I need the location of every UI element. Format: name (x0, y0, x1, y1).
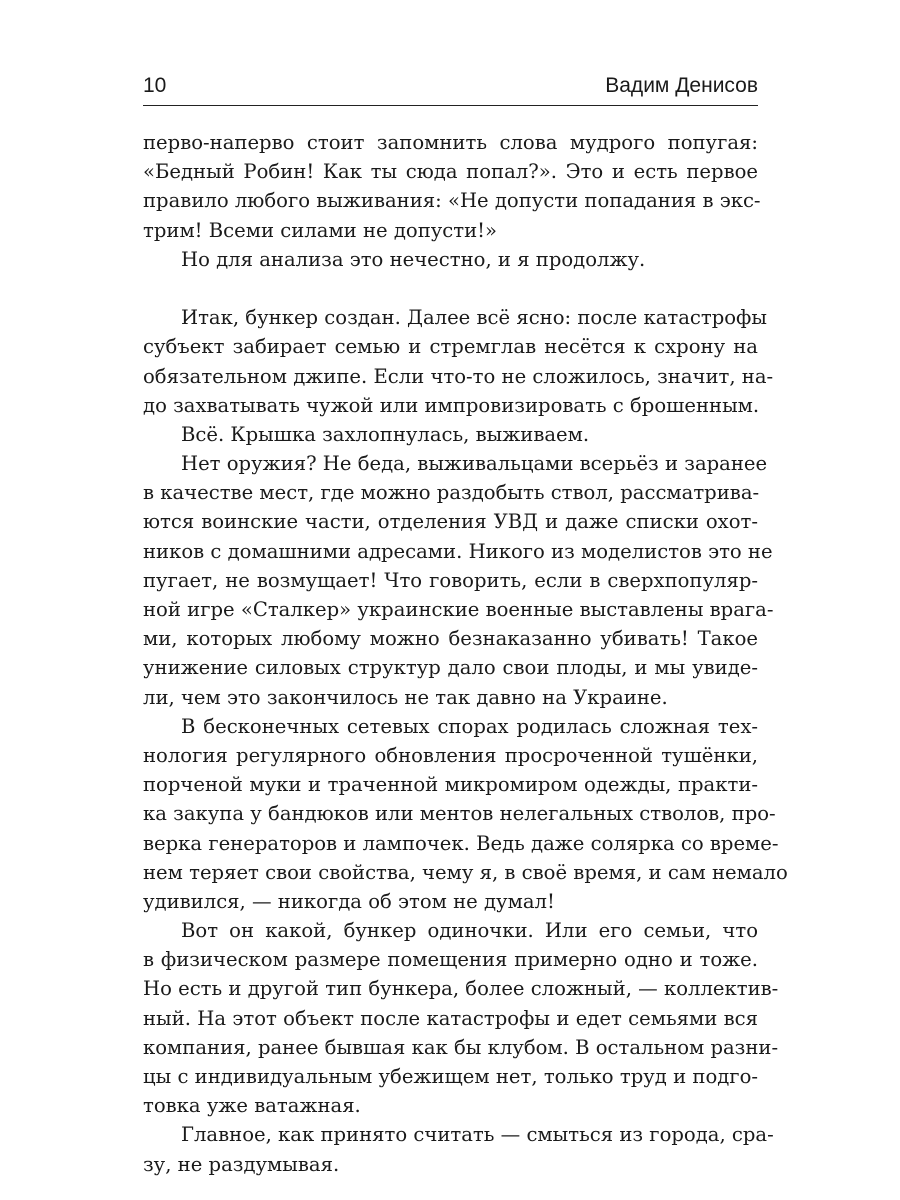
text-line: ются воинские части, отделения УВД и даже списки охот- (143, 510, 758, 534)
body-text (143, 128, 788, 1179)
text-line: ли, чем это закончилось не так давно на Украине. (143, 685, 668, 709)
text-line: пугает, не возмущает! Что говорить, если в сверхпопуляр- (143, 568, 758, 592)
paragraph (143, 128, 761, 245)
text-line: Но для анализа это нечестно, и я продолжу. (181, 247, 646, 271)
text-line: трим! Всеми силами не допусти!» (143, 218, 498, 242)
text-line: товка уже ватажная. (143, 1094, 361, 1118)
text-line: Нет оружия? Не беда, выживальцами всерьёз и заранее (181, 452, 768, 476)
text-line: нем теряет свои свойства, чему я, в своё время, и сам немало (143, 860, 788, 884)
paragraph (143, 420, 758, 449)
text-line: ный. На этот объект после катастрофы и едет семьями вся (143, 1006, 758, 1030)
text-line: унижение силовых структур дало свои плоды, и мы увиде- (143, 656, 758, 680)
paragraph (143, 303, 774, 420)
page-number: 10 (143, 74, 167, 97)
text-line: Итак, бункер создан. Далее всё ясно: после катастрофы (181, 306, 767, 330)
section-break (143, 274, 758, 303)
text-line: верка генераторов и лампочек. Ведь даже солярка со време- (143, 831, 779, 855)
page-header (143, 72, 758, 106)
text-line: цы с индивидуальным убежищем нет, только труд и подго- (143, 1065, 758, 1088)
paragraph (143, 245, 758, 274)
text-line: Но есть и другой тип бункера, более сложный, — коллектив- (143, 977, 779, 1001)
paragraph (143, 916, 779, 1120)
text-line: компания, ранее бывшая как бы клубом. В остальном разни- (143, 1035, 779, 1059)
header-rule (143, 105, 758, 106)
text-line: в физическом размере помещения примерно одно и тоже. (143, 948, 758, 972)
paragraph (143, 449, 774, 712)
text-line: в качестве мест, где можно раздобыть ствол, рассматрива- (143, 481, 760, 505)
text-line: ка закупа у бандюков или ментов нелегальных стволов, про- (143, 802, 776, 826)
text-line: перво-наперво стоит запомнить слова мудрого попугая: (143, 131, 758, 154)
running-head-author: Вадим Денисов (605, 74, 758, 97)
text-line: ников с домашними адресами. Никого из моделистов это не (143, 539, 773, 563)
text-line: удивился, — никогда об этом не думал! (143, 889, 555, 913)
text-line: «Бедный Робин! Как ты сюда попал?». Это и есть первое (143, 160, 758, 184)
text-line: зу, не раздумывая. (143, 1152, 340, 1176)
paragraph (143, 1120, 774, 1178)
text-line: ми, которых любому можно безнаказанно убивать! Такое (143, 627, 758, 651)
text-line: порченой муки и траченной микромиром одежды, практи- (143, 773, 758, 797)
paragraph (143, 712, 788, 916)
text-line: В бесконечных сетевых спорах родилась сложная тех- (181, 714, 758, 738)
text-line: Всё. Крышка захлопнулась, выживаем. (181, 422, 590, 446)
text-line: субъект забирает семью и стремглав несётся к схрону на (143, 335, 758, 359)
text-line: правило любого выживания: «Не допусти попадания в экс- (143, 189, 761, 213)
text-line: обязательном джипе. Если что-то не сложилось, значит, на- (143, 364, 774, 388)
text-line: ной игре «Сталкер» украинские военные выставлены врага- (143, 598, 774, 621)
text-line: Главное, как принято считать — смыться из города, сра- (181, 1123, 774, 1147)
text-line: Вот он какой, бункер одиночки. Или его семьи, что (181, 919, 758, 943)
text-line: до захватывать чужой или импровизировать с брошенным. (143, 393, 760, 417)
text-line: нология регулярного обновления просроченной тушёнки, (143, 743, 758, 767)
